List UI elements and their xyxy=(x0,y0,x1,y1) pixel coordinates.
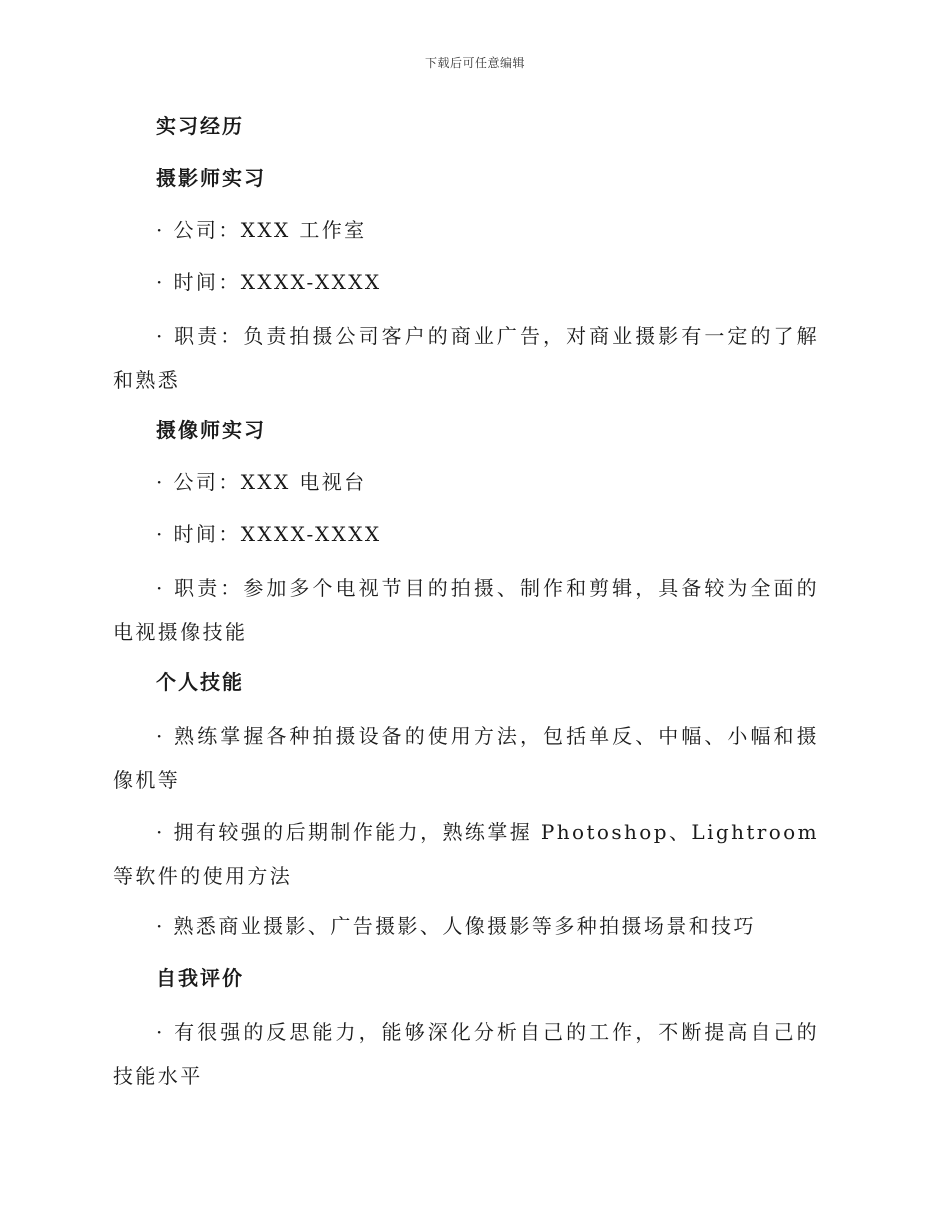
subheading-photographer-intern: 摄影师实习 xyxy=(156,166,266,190)
videographer-duty: · 职责：参加多个电视节目的拍摄、制作和剪辑，具备较为全面的电视摄像技能 xyxy=(113,576,819,644)
videographer-time: · 时间：XXXX-XXXX xyxy=(156,522,382,546)
photographer-company: · 公司：XXX 工作室 xyxy=(156,218,367,242)
subheading-videographer-intern: 摄像师实习 xyxy=(156,418,266,442)
photographer-duty: · 职责：负责拍摄公司客户的商业广告，对商业摄影有一定的了解和熟悉 xyxy=(113,324,819,392)
self-evaluation-item: · 有很强的反思能力，能够深化分析自己的工作，不断提高自己的技能水平 xyxy=(113,1020,819,1088)
skill-item: · 拥有较强的后期制作能力，熟练掌握 Photoshop、Lightroom 等软件的使用方法 xyxy=(113,820,819,888)
skill-item: · 熟练掌握各种拍摄设备的使用方法，包括单反、中幅、小幅和摄像机等 xyxy=(113,724,819,792)
section-heading-skills: 个人技能 xyxy=(156,670,244,694)
header-note: 下载后可任意编辑 xyxy=(424,56,525,70)
section-heading-internship: 实习经历 xyxy=(156,114,244,138)
document-body xyxy=(113,106,819,1106)
photographer-time: · 时间：XXXX-XXXX xyxy=(156,270,382,294)
section-heading-self-evaluation: 自我评价 xyxy=(156,966,244,990)
skill-item: · 熟悉商业摄影、广告摄影、人像摄影等多种拍摄场景和技巧 xyxy=(156,914,756,938)
videographer-company: · 公司：XXX 电视台 xyxy=(156,470,367,494)
